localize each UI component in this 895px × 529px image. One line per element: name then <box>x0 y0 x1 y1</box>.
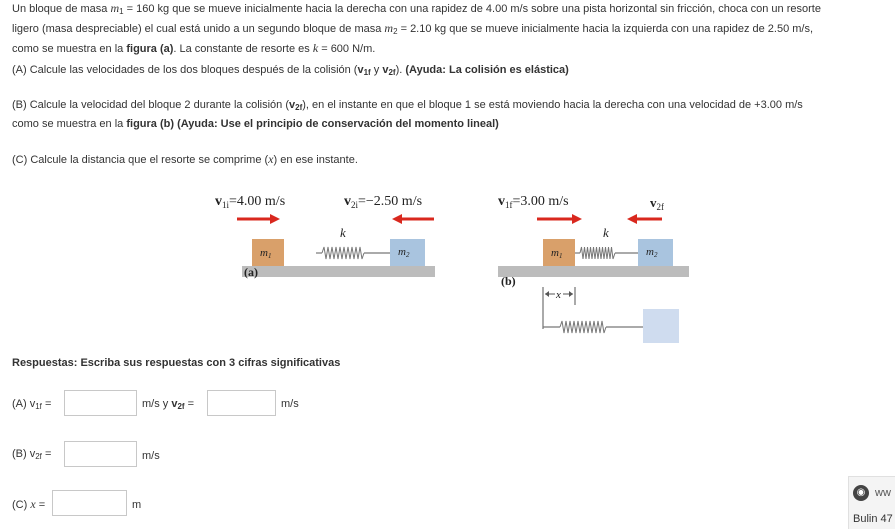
fig-a-k-label: k <box>340 225 346 240</box>
fig-a-spring <box>316 247 390 259</box>
v2f-input-b[interactable] <box>64 441 137 467</box>
answer-a-unit: m/s <box>281 398 299 410</box>
answer-b-label: (B) $v_{2f}$ = <box>12 448 52 461</box>
fig-a-m2-label: m2 <box>398 246 410 259</box>
answer-c-unit: m <box>132 499 142 511</box>
answers-header: Respuestas: Escriba sus respuestas con 3 cifras significativas <box>12 357 341 369</box>
problem-intro: Un bloque de masa $m_1 = 160$ kg que se mueve inicialmente hacia la derecha con una rapidez de 4.00 m/s sobre una pista horizontal sin fricción, choca con un resorte ligero (masa despreciable) el cual está unido a un segundo bloque de masa $m_2 = 2.10$ kg que se mueve inicialmente hacia la izquierda con una rapidez de 2.50 m/s, como se muestra en la figura (a). La constante de resorte es k = 600 N/m. <box>12 1 821 55</box>
notification-site: ww <box>875 487 891 499</box>
x-input[interactable] <box>52 490 127 516</box>
fig-b-arrow-right <box>537 214 582 224</box>
v2f-input-a[interactable] <box>207 390 276 416</box>
chrome-icon: ◉ <box>853 485 869 501</box>
fig-b-v2-label: $v_{2f}$ <box>650 195 664 212</box>
answer-b-unit: m/s <box>142 450 160 462</box>
collision-diagram <box>212 187 691 347</box>
fig-b-reference-spring <box>543 305 643 333</box>
v1f-input[interactable] <box>64 390 137 416</box>
fig-b-k-label: k <box>603 225 609 240</box>
fig-b-x-label: x <box>556 289 561 301</box>
collision-figure <box>212 187 691 347</box>
notification-text: Bulin 47 <box>853 513 893 525</box>
part-b-question: (B) Calcule la velocidad del bloque 2 durante la colisión $(v_{2f})$, en el instante en que el bloque 1 se está moviendo hacia la derecha con una velocidad de +3.00 m/s como se muestra en la figura (b) (Ayuda: Use el principio de conservación del momento lineal) <box>12 99 803 130</box>
fig-b-spring <box>575 247 638 259</box>
fig-a-v1-label: $v_{1i}=4.00$ m/s <box>215 194 286 210</box>
answer-c-label: (C) x = <box>12 497 46 511</box>
fig-a-arrow-right <box>237 214 280 224</box>
answer-a-label: (A) $v_{1f}$ = <box>12 398 52 411</box>
figure-a-ref: figura (a) <box>126 43 174 55</box>
answer-a-mid: m/s y $v_{2f}$ = <box>142 398 195 411</box>
fig-b-caption: (b) <box>501 274 516 288</box>
fig-a-v2-label: $v_{2i}=-2.50$ m/s <box>344 194 423 210</box>
part-a-question: (A) Calcule las velocidades de los dos bloques después de la colisión ($v_{1f}$ y $v_{2f}$). (Ayuda: La colisión es elástica) <box>12 64 569 77</box>
fig-b-m2-label: m2 <box>646 246 658 259</box>
corner-notification[interactable] <box>848 476 895 529</box>
fig-b-arrow-left <box>627 214 662 224</box>
fig-a-arrow-left <box>392 214 434 224</box>
part-c-question: (C) Calcule la distancia que el resorte se comprime (x) en ese instante. <box>12 152 358 166</box>
fig-b-m1-label: m1 <box>551 247 563 260</box>
fig-a-caption: (a) <box>244 265 258 279</box>
fig-b-v1-label: $v_{1f}=3.00$ m/s <box>498 194 569 210</box>
fig-a-ground <box>242 266 435 277</box>
fig-b-block-2-ghost <box>643 309 679 343</box>
fig-a-m1-label: m1 <box>260 247 272 260</box>
fig-b-ground <box>498 266 689 277</box>
